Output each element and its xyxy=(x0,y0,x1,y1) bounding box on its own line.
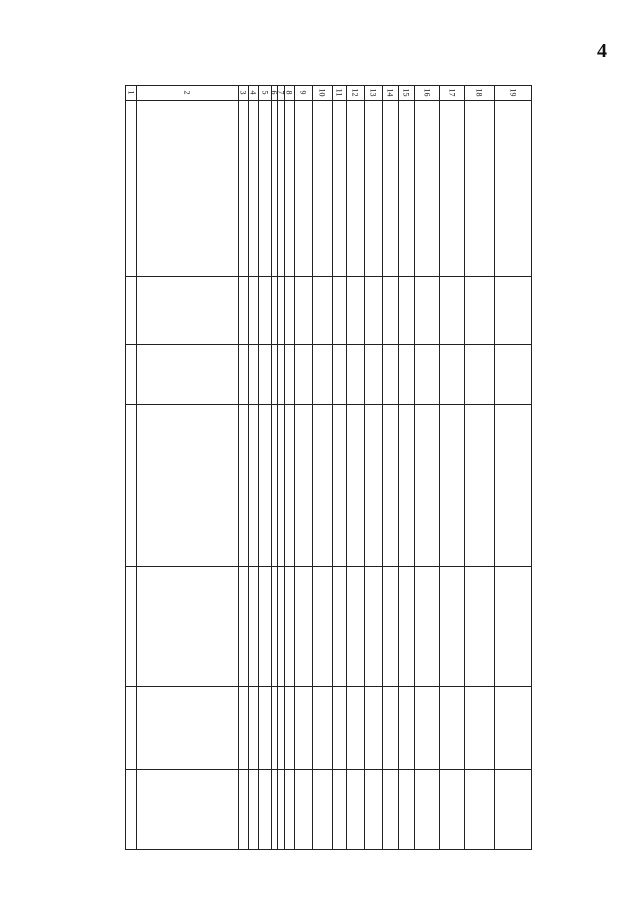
column-divider xyxy=(382,86,383,849)
section-divider xyxy=(126,404,531,405)
column-divider xyxy=(464,86,465,849)
column-divider xyxy=(294,86,295,849)
column-divider xyxy=(414,86,415,849)
column-divider xyxy=(364,86,365,849)
column-header: 8 xyxy=(284,90,294,95)
column-divider xyxy=(346,86,347,849)
section-divider xyxy=(126,276,531,277)
column-divider xyxy=(439,86,440,849)
section-divider xyxy=(126,344,531,345)
column-header: 4 xyxy=(248,90,258,95)
column-header: 11 xyxy=(334,88,344,97)
section-divider xyxy=(126,100,531,101)
column-header: 19 xyxy=(508,88,517,97)
column-divider xyxy=(136,86,137,849)
column-divider xyxy=(277,86,278,849)
column-header: 10 xyxy=(317,88,327,97)
column-header-row xyxy=(126,86,531,101)
column-header: 18 xyxy=(474,88,484,97)
column-header: 7 xyxy=(276,90,285,95)
column-divider xyxy=(248,86,249,849)
column-header: 6 xyxy=(269,90,279,95)
section-divider xyxy=(126,566,531,567)
column-divider xyxy=(398,86,399,849)
column-divider xyxy=(258,86,259,849)
column-header: 5 xyxy=(260,90,269,95)
section-divider xyxy=(126,769,531,770)
column-divider xyxy=(332,86,333,849)
column-divider xyxy=(271,86,272,849)
column-header: 16 xyxy=(422,88,431,97)
column-divider xyxy=(284,86,285,849)
data-table xyxy=(125,85,532,850)
column-header: 1 xyxy=(126,90,136,95)
column-header: 15 xyxy=(401,88,411,97)
section-divider xyxy=(126,686,531,687)
column-header: 13 xyxy=(368,88,378,97)
column-header: 12 xyxy=(350,88,360,97)
column-header: 14 xyxy=(385,88,395,97)
column-divider xyxy=(238,86,239,849)
column-divider xyxy=(494,86,495,849)
column-header: 9 xyxy=(298,90,308,95)
column-header: 2 xyxy=(182,90,192,95)
column-divider xyxy=(312,86,313,849)
column-header: 3 xyxy=(238,90,248,95)
column-header: 17 xyxy=(447,88,456,97)
page-number: 4 xyxy=(597,40,607,62)
